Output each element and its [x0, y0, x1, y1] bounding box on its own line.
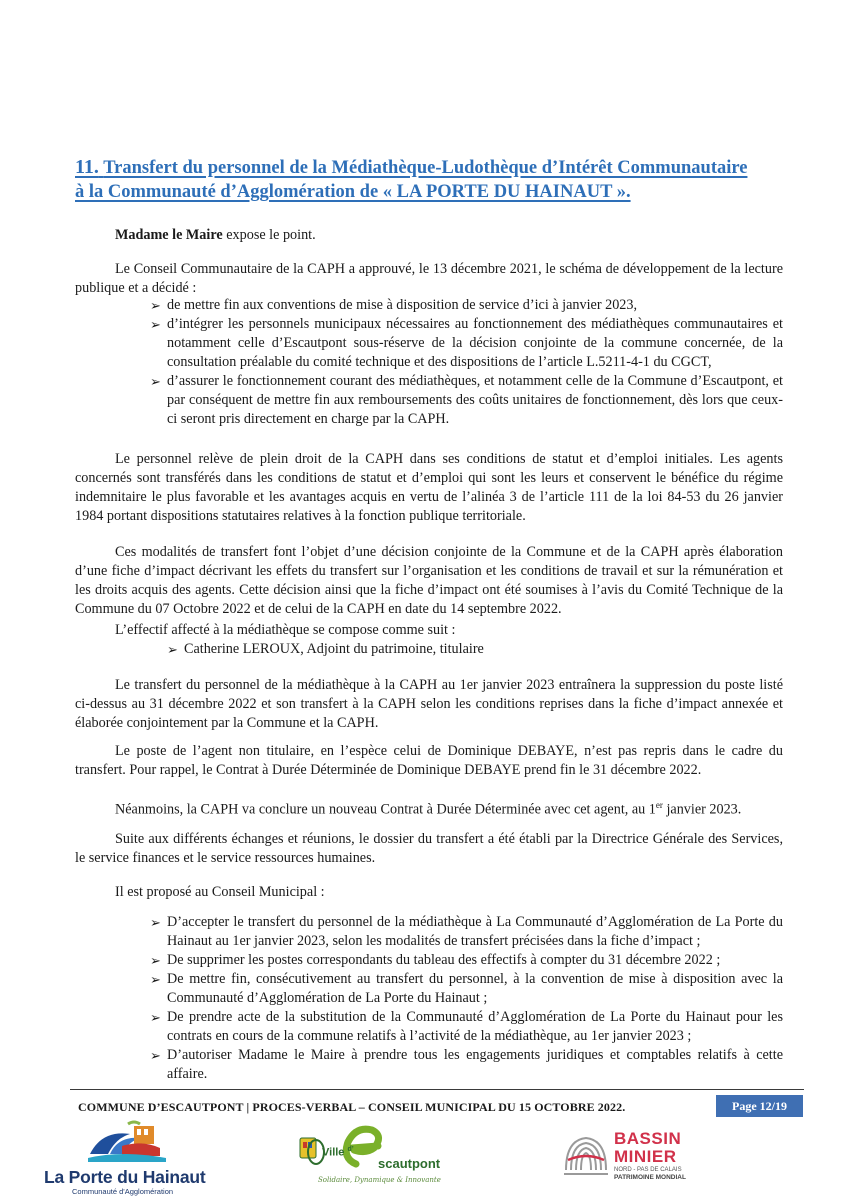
bassin-minier-line2: MINIER — [614, 1147, 677, 1166]
arrow-bullet-icon: ➢ — [150, 1048, 161, 1063]
intro-speaker: Madame le Maire — [115, 227, 223, 243]
bassin-minier-line1: BASSIN — [614, 1129, 682, 1148]
section-title — [75, 155, 795, 204]
page-number-badge: Page 12/19 — [716, 1095, 803, 1117]
porte-du-hainaut-emblem-icon — [82, 1120, 172, 1166]
escautpont-tagline: Solidaire, Dynamique & Innovante — [318, 1176, 441, 1184]
arrow-bullet-icon: ➢ — [150, 915, 161, 930]
paragraph-4: L’effectif affecté à la médiathèque se compose comme suit : — [115, 622, 456, 638]
arrow-bullet-icon: ➢ — [150, 298, 161, 313]
intro-paragraph — [75, 226, 783, 245]
bassin-minier-line3: NORD - PAS DE CALAIS — [614, 1167, 682, 1173]
paragraph-9: Il est proposé au Conseil Municipal : — [115, 884, 325, 900]
footer-divider — [70, 1089, 804, 1090]
arrow-bullet-icon: ➢ — [150, 972, 161, 987]
list-item: ➢ de mettre fin aux conventions de mise à disposition de service d’ici à janvier 2023, — [150, 297, 638, 313]
list-item: ➢ De mettre fin, consécutivement au transfert du personnel, à la convention de mise à disposition avec la Communauté d’Agglomération de La Porte du Hainaut ; — [150, 971, 783, 1006]
bassin-minier-emblem — [560, 1130, 612, 1182]
section-title-line1: Transfert du personnel de la Médiathèque-Ludothèque d’Intérêt Communautaire — [103, 158, 748, 178]
bassin-minier-line4: PATRIMOINE MONDIAL — [614, 1174, 686, 1181]
paragraph-1: Le Conseil Communautaire de la CAPH a approuvé, le 13 décembre 2021, le schéma de développement de la lecture publique et a décidé : — [75, 261, 783, 296]
list-item: ➢ d’intégrer les personnels municipaux nécessaires au fonctionnement des médiathèques communautaires et notamment celle d’Escautpont sous-réserve de la décision conjointe de la commune concernée, de la consultation préalable du comité technique et des dispositions de l’article L.5211-4-1 du CGCT, — [150, 316, 783, 370]
section-number: 11. — [75, 156, 99, 178]
escautpont-name: scautpont — [378, 1156, 441, 1171]
proposals-list — [150, 913, 783, 1084]
list-item: ➢ D’accepter le transfert du personnel de la médiathèque à La Communauté d’Agglomération de La Porte du Hainaut au 1er janvier 2023, selon les modalités de transfert précisées dans la fiche d’impact ; — [150, 914, 783, 949]
list-item: ➢ D’autoriser Madame le Maire à prendre tous les engagements juridiques et comptables relatifs à cette affaire. — [150, 1047, 783, 1082]
porte-du-hainaut-logo — [82, 1120, 172, 1166]
list-item: ➢ De supprimer les postes correspondants du tableau des effectifs à compter du 31 décembre 2022 ; — [150, 952, 721, 968]
staff-list — [167, 640, 767, 659]
porte-du-hainaut-name: La Porte du Hainaut — [44, 1167, 206, 1187]
list-item: ➢ d’assurer le fonctionnement courant des médiathèques, et notamment celle de la Commune d’Escautpont, et par conséquent de mettre fin aux remboursements des coûts unitaires de fonctionnement, dès lors que ceux-ci seront pris directement en charge par la CAPH. — [150, 373, 783, 427]
decisions-list — [150, 296, 783, 429]
list-item: ➢ De prendre acte de la substitution de la Communauté d’Agglomération de La Porte du Hainaut pour les contrats en cours de la commune relatifs à l’activité de la médiathèque, au 1er janvier 2023 ; — [150, 1009, 783, 1044]
arrow-bullet-icon: ➢ — [167, 642, 178, 657]
paragraph-5: Le transfert du personnel de la médiathèque à la CAPH au 1er janvier 2023 entraînera la suppression du poste listé ci-dessus au 31 décembre 2022 et son transfert à la CAPH selon les conditions reprises dans la fiche d’impact annexée et élaborée conjointement par la Commune et la CAPH. — [75, 677, 783, 731]
paragraph-8: Suite aux différents échanges et réunions, le dossier du transfert a été établi par la Directrice Générale des Services, le service finances et le service ressources humaines. — [75, 831, 783, 866]
escautpont-ville-label: Ville $^{d’}$ — [322, 1146, 354, 1159]
footer-caption: COMMUNE D’ESCAUTPONT | PROCES-VERBAL – CONSEIL MUNICIPAL DU 15 OCTOBRE 2022. — [78, 1100, 626, 1114]
escautpont-emblem-icon — [298, 1124, 448, 1180]
paragraph-2: Le personnel relève de plein droit de la CAPH dans ses conditions de statut et d’emploi initiales. Les agents concernés sont transférés dans les conditions de statut et d’emploi qui sont les leurs et conservent le bénéfice du régime indemnitaire le plus favorable et les avantages acquis en vertu de l’alinéa 3 de l’article 111 de la loi 84-53 du 26 janvier 1984 portant dispositions statutaires relatives à la fonction publique territoriale. — [75, 451, 783, 524]
escautpont-logo — [298, 1124, 448, 1180]
arrow-bullet-icon: ➢ — [150, 317, 161, 332]
porte-du-hainaut-subtitle: Communauté d'Agglomération — [72, 1187, 174, 1196]
intro-rest: expose le point. — [222, 227, 316, 243]
arrow-bullet-icon: ➢ — [150, 1010, 161, 1025]
arrow-bullet-icon: ➢ — [150, 374, 161, 389]
arrow-bullet-icon: ➢ — [150, 953, 161, 968]
section-title-line2: à la Communauté d’Agglomération de « LA PORTE DU HAINAUT ». — [75, 182, 631, 202]
paragraph-6: Le poste de l’agent non titulaire, en l’espèce celui de Dominique DEBAYE, n’est pas repris dans le cadre du transfert. Pour rappel, le Contrat à Durée Déterminée de Dominique DEBAYE prend fin le 31 décembre 2022. — [75, 743, 783, 778]
paragraph-3: Ces modalités de transfert font l’objet d’une décision conjointe de la Commune et de la CAPH après élaboration d’une fiche d’impact décrivant les effets du transfert sur l’organisation et les conditions de travail et sur la rémunération et les droits acquis des agents. Cette décision ainsi que la fiche d’impact ont été soumises à l’avis du Comité Technique de la Commune du 07 Octobre 2022 et de celui de la CAPH en date du 14 septembre 2022. — [75, 544, 783, 617]
list-item: ➢ Catherine LEROUX, Adjoint du patrimoine, titulaire — [167, 641, 484, 657]
paragraph-7: Néanmoins, la CAPH va conclure un nouveau Contrat à Durée Déterminée avec cet agent, au 1er janvier 2023. — [115, 800, 742, 818]
bassin-minier-fingerprint-icon — [560, 1130, 612, 1182]
